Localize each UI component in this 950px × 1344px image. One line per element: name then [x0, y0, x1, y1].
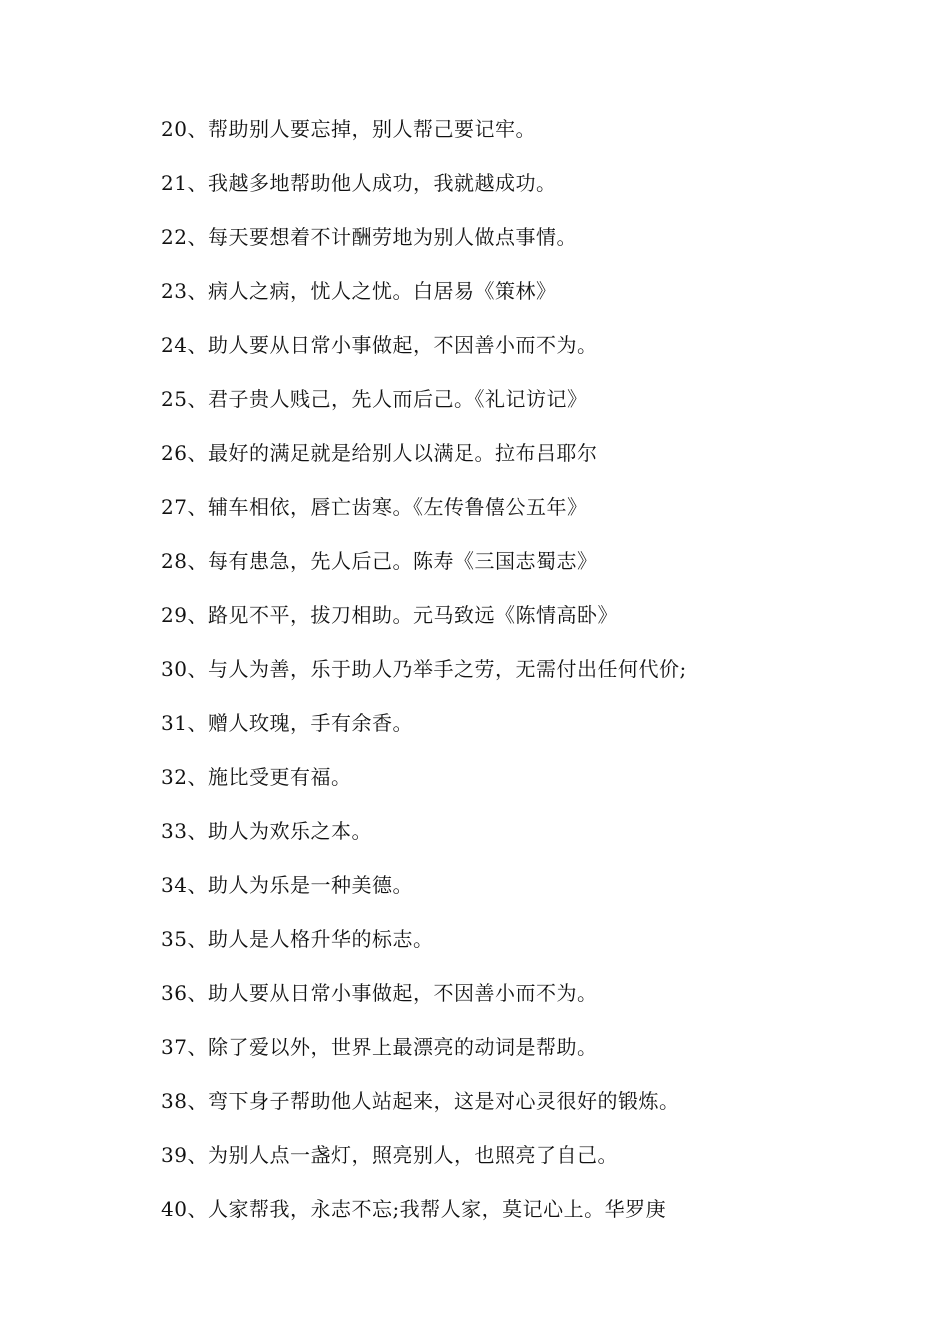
quote-line-36: 36、助人要从日常小事做起，不因善小而不为。 — [161, 981, 598, 1005]
quote-line-37: 37、除了爱以外，世界上最漂亮的动词是帮助。 — [161, 1035, 598, 1059]
quote-line-28: 28、每有患急，先人后己。陈寿《三国志蜀志》 — [161, 549, 598, 573]
quote-line-20: 20、帮助别人要忘掉，别人帮己要记牢。 — [161, 117, 536, 141]
quote-line-40: 40、人家帮我，永志不忘;我帮人家，莫记心上。华罗庚 — [161, 1197, 667, 1221]
quote-line-39: 39、为别人点一盏灯，照亮别人，也照亮了自己。 — [161, 1143, 618, 1167]
quote-line-38: 38、弯下身子帮助他人站起来，这是对心灵很好的锻炼。 — [161, 1089, 680, 1113]
quote-line-23: 23、病人之病，忧人之忧。白居易《策林》 — [161, 279, 557, 303]
quote-line-22: 22、每天要想着不计酬劳地为别人做点事情。 — [161, 225, 577, 249]
quote-line-34: 34、助人为乐是一种美德。 — [161, 873, 413, 897]
quote-line-31: 31、赠人玫瑰，手有余香。 — [161, 711, 413, 735]
quote-line-29: 29、路见不平，拔刀相助。元马致远《陈情高卧》 — [161, 603, 618, 627]
quote-line-26: 26、最好的满足就是给别人以满足。拉布吕耶尔 — [161, 441, 598, 465]
quote-line-21: 21、我越多地帮助他人成功，我就越成功。 — [161, 171, 557, 195]
quote-line-25: 25、君子贵人贱己，先人而后己。《礼记访记》 — [161, 387, 588, 411]
quote-line-33: 33、助人为欢乐之本。 — [161, 819, 372, 843]
quote-line-30: 30、与人为善，乐于助人乃举手之劳，无需付出任何代价; — [161, 657, 687, 681]
quote-line-24: 24、助人要从日常小事做起，不因善小而不为。 — [161, 333, 598, 357]
quote-line-27: 27、辅车相依，唇亡齿寒。《左传鲁僖公五年》 — [161, 495, 588, 519]
quote-list — [161, 114, 687, 1248]
quote-line-35: 35、助人是人格升华的标志。 — [161, 927, 434, 951]
quote-line-32: 32、施比受更有福。 — [161, 765, 352, 789]
